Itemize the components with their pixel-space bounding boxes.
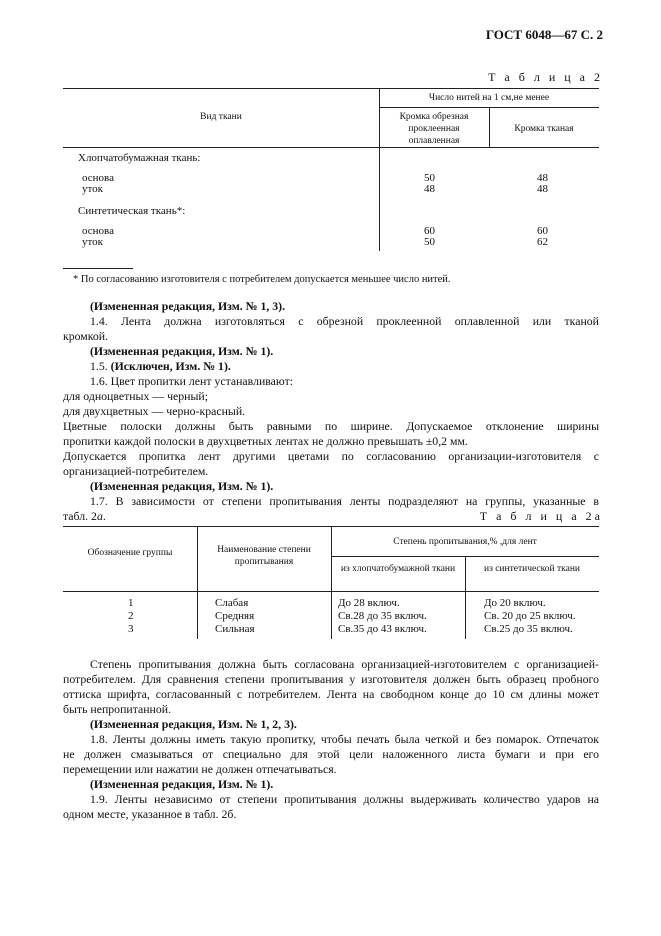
degree-para-end: быть непропитанной.: [63, 702, 172, 716]
table2-top-rule: [63, 88, 599, 89]
clause-1-7-ref-letter: а: [96, 509, 103, 523]
degree-para: Степень пропитывания должна быть согласована организацией-изготовителем с организацией-: [90, 657, 599, 671]
clause-1-4: 1.4. Лента должна изготовляться с обрезной проклеенной оплавленной или тканой: [90, 314, 599, 328]
degree-para-2: потребителем. Для сравнения степени пропитывания у изготовителя должен быть образец пробного: [63, 672, 599, 686]
clause-1-6-single: для одноцветных — черный;: [63, 389, 208, 403]
table2-synthetic-weft-v1: 50: [424, 236, 435, 248]
clause-1-6: 1.6. Цвет пропитки лент устанавливают:: [90, 374, 294, 388]
table2a-divider-1: [197, 526, 198, 639]
table2a-row-group: 3: [128, 623, 134, 635]
clause-1-7-period: .: [102, 509, 106, 523]
amendment-1-c: (Измененная редакция, Изм. № 1).: [90, 777, 274, 791]
table2-head-rule: [63, 147, 599, 148]
table2-caption: Т а б л и ц а 2: [488, 70, 603, 84]
table2a-col-synth: из синтетической ткани: [484, 564, 580, 574]
table2-cotton-warp-v1: 50: [424, 172, 435, 184]
table2a-row-name: Сильная: [215, 623, 255, 635]
amendment-1-a: (Измененная редакция, Изм. № 1).: [90, 344, 274, 358]
table2-synthetic-warp-v1: 60: [424, 225, 435, 237]
table2-col-type: Вид ткани: [200, 112, 242, 122]
amendment-1-2-3: (Измененная редакция, Изм. № 1, 2, 3).: [90, 717, 297, 731]
table2a-row-cotton: До 28 включ.: [338, 597, 400, 609]
stripes-para: Цветные полоски должны быть равными по ширине. Допускаемое отклонение ширины: [63, 419, 599, 433]
clause-1-8: 1.8. Ленты должны иметь такую пропитку, чтобы печать была четкой и без помарок. Отпечаток: [90, 732, 599, 746]
clause-1-5: [63, 359, 599, 375]
table2a-row-group: 2: [128, 610, 134, 622]
table2-col-edge-woven: Кромка тканая: [514, 124, 574, 134]
table2-col-group: Число нитей на 1 см,не менее: [428, 93, 550, 103]
table2a-row-name: Слабая: [215, 597, 249, 609]
table2a-row-synth: До 20 включ.: [484, 597, 546, 609]
table2a-row-group: 1: [128, 597, 134, 609]
clause-1-7: 1.7. В зависимости от степени пропитывания ленты подразделяют на группы, указанные в: [90, 494, 599, 508]
table2a-row-synth: Св.25 до 35 включ.: [484, 623, 573, 635]
amendment-1-3: (Измененная редакция, Изм. № 1, 3).: [90, 299, 286, 313]
table2-cotton-warp: основа: [82, 172, 114, 184]
table2-cotton-weft: уток: [82, 183, 104, 195]
table2-cotton-weft-v1: 48: [424, 183, 435, 195]
clause-1-6-dual: для двухцветных — черно-красный.: [63, 404, 246, 418]
table2-synthetic-warp-v2: 60: [537, 225, 548, 237]
table2-cotton-warp-v2: 48: [537, 172, 548, 184]
other-colors-para-end: организацией-потребителем.: [63, 464, 209, 478]
clause-1-8-end: перемещении или нажатии не должен отпечатываться.: [63, 762, 337, 776]
table2a-divider-3: [465, 556, 466, 639]
table2a-col-group: Обозначение группы: [87, 548, 173, 558]
page-header: ГОСТ 6048—67 С. 2: [485, 27, 603, 42]
table2-col-edge-glued: Кромка обрезная проклеенная оплавленная: [399, 112, 469, 146]
table2-col-divider: [379, 88, 380, 251]
table2-cotton-weft-v2: 48: [537, 183, 548, 195]
table2a-row-name: Средняя: [215, 610, 255, 622]
degree-para-3: оттиска шрифта, согласованный с потребителем. Лента на свободном конце до 10 см длины может: [63, 687, 599, 701]
table2a-row-cotton: Св.35 до 43 включ.: [338, 623, 427, 635]
clause-1-7-ref: табл. 2: [63, 509, 97, 523]
table2-synthetic-warp: основа: [82, 225, 114, 237]
table2a-col-degree: Степень пропитывания,% ,для лент: [393, 537, 537, 547]
other-colors-para: Допускается пропитка лент другими цветами по согласованию организации-изготовителя с: [63, 449, 599, 463]
clause-1-5-excluded: (Исключен, Изм. № 1).: [110, 359, 231, 373]
stripes-para-end: пропитки каждой полоски в двухцветных лентах не должно превышать ±0,2 мм.: [63, 434, 468, 448]
table2-synthetic-weft: уток: [82, 236, 104, 248]
table2a-row-cotton: Св.28 до 35 включ.: [338, 610, 427, 622]
table2-synthetic-label: Синтетическая ткань*:: [78, 205, 186, 217]
footnote: * По согласованию изготовителя с потребителем допускается меньшее число нитей.: [73, 274, 451, 285]
clause-1-9: 1.9. Ленты независимо от степени пропитывания должны выдерживать количество ударов на: [90, 792, 599, 806]
clause-1-4-end: кромкой.: [63, 329, 109, 343]
table2a-col-name: Наименование степени пропитывания: [217, 545, 311, 567]
amendment-1-b: (Измененная редакция, Изм. № 1).: [90, 479, 274, 493]
table2a-caption: Т а б л и ц а 2а: [479, 509, 603, 523]
footnote-rule: [63, 268, 133, 269]
clause-1-5-number: 1.5.: [90, 359, 108, 373]
table2-cotton-label: Хлопчатобумажная ткань:: [78, 152, 201, 164]
table2a-row-synth: Св. 20 до 25 включ.: [484, 610, 576, 622]
table2a-col-cotton: из хлопчатобумажной ткани: [340, 564, 456, 574]
clause-1-9-end: одном месте, указанное в табл. 2б.: [63, 807, 237, 821]
clause-1-8-2: не должен смазываться от специально для этой цели наложенного листа бумаги и при его: [63, 747, 599, 761]
table2-synthetic-weft-v2: 62: [537, 236, 548, 248]
